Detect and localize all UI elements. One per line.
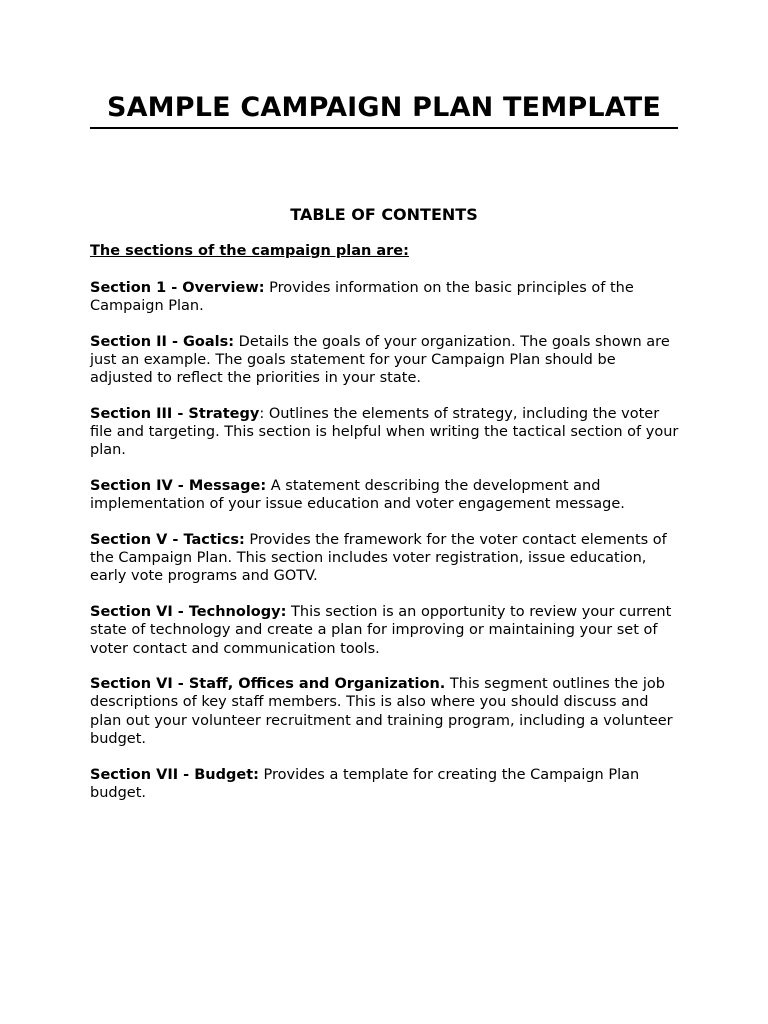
section-list bbox=[90, 279, 680, 819]
section-message bbox=[90, 477, 680, 513]
section-technology bbox=[90, 603, 680, 658]
toc-heading: TABLE OF CONTENTS bbox=[290, 205, 478, 224]
section-description: This section is an opportunity to review your current state of technology and create a plan for improving or maintaining your set of voter contact and communication tools. bbox=[90, 604, 672, 657]
section-strategy bbox=[90, 405, 680, 460]
section-description: : Outlines the elements of strategy, including the voter file and targeting. This section is helpful when writing the tactical section of your plan. bbox=[90, 406, 679, 459]
document-title: SAMPLE CAMPAIGN PLAN TEMPLATE bbox=[106, 92, 662, 123]
section-label: Section 1 - Overview: bbox=[90, 280, 265, 296]
section-description: Details the goals of your organization. The goals shown are just an example. The goals statement for your Campaign Plan should be adjusted to reflect the priorities in your state. bbox=[90, 333, 670, 387]
section-description: Provides a template for creating the Campaign Plan budget. bbox=[90, 766, 640, 801]
section-label: Section VII - Budget: bbox=[90, 766, 259, 783]
section-description: Provides the framework for the voter contact elements of the Campaign Plan. This section includes voter registration, issue education, early vote programs and GOTV. bbox=[90, 532, 667, 585]
section-label: Section III - Strategy bbox=[90, 406, 260, 423]
section-description: A statement describing the development and implementation of your issue education and voter engagement message. bbox=[90, 478, 625, 513]
section-label: Section IV - Message: bbox=[90, 478, 267, 495]
title-underline bbox=[90, 127, 678, 129]
section-tactics bbox=[90, 531, 680, 586]
section-label: Section II - Goals: bbox=[90, 333, 235, 350]
section-description: Provides information on the basic principles of the Campaign Plan. bbox=[90, 280, 634, 315]
section-budget bbox=[90, 766, 680, 802]
section-description: This segment outlines the job descriptions of key staff members. This is also where you should discuss and plan out your volunteer recruitment and training program, including a volunteer budget. bbox=[90, 676, 673, 747]
section-label: Section VI - Technology: bbox=[90, 604, 287, 621]
section-label: Section V - Tactics: bbox=[90, 532, 245, 549]
section-staff-offices-organization bbox=[90, 675, 680, 748]
section-goals bbox=[90, 333, 680, 388]
section-overview bbox=[90, 279, 680, 315]
toc-intro: The sections of the campaign plan are: bbox=[90, 243, 409, 259]
section-label: Section VI - Staff, Offices and Organization. bbox=[90, 676, 446, 693]
